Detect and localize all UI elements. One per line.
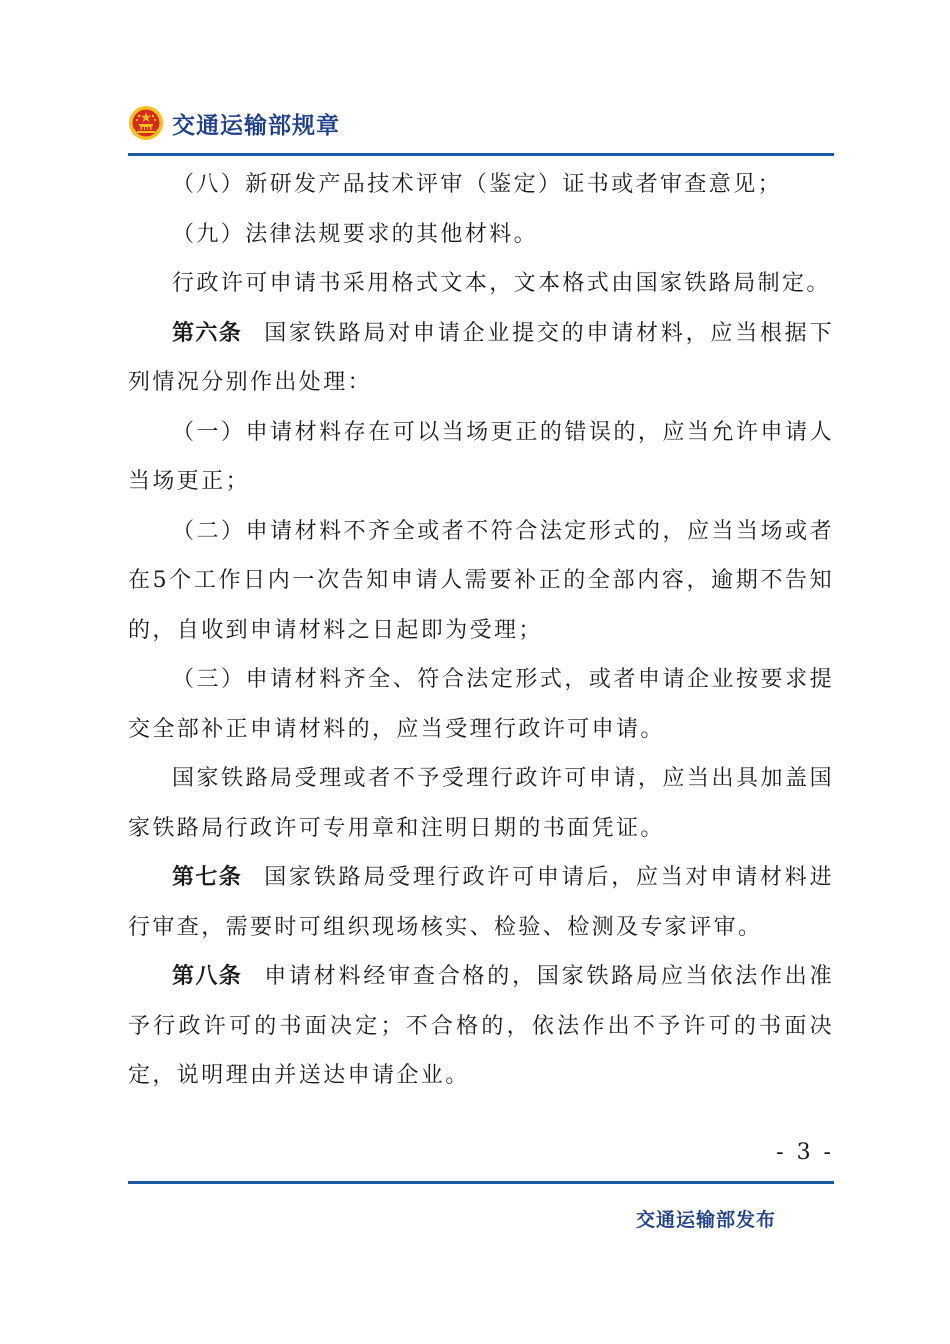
paragraph (128, 754, 834, 853)
paragraph (128, 210, 834, 260)
paragraph-text: 国家铁路局对申请企业提交的申请材料，应当根据下列情况分别作出处理： (128, 320, 834, 395)
paragraph (128, 655, 834, 754)
article-paragraph (128, 952, 834, 1101)
page-header (128, 100, 340, 146)
paragraph-text: 行政许可申请书采用格式文本，文本格式由国家铁路局制定。 (172, 271, 831, 296)
article-number: 第六条 (172, 320, 243, 346)
regulation-body (128, 160, 834, 1101)
paragraph (128, 507, 834, 656)
footer-divider (128, 1181, 834, 1184)
article-paragraph (128, 309, 834, 408)
paragraph-text: （三）申请材料齐全、符合法定形式，或者申请企业按要求提交全部补正申请材料的，应当受理行政许可申请。 (128, 667, 834, 742)
footer-publisher: 交通运输部发布 (635, 1209, 776, 1231)
paragraph-text: （八）新研发产品技术评审（鉴定）证书或者审查意见； (172, 172, 783, 197)
paragraph-text: （二）申请材料不齐全或者不符合法定形式的，应当当场或者在5个工作日内一次告知申请人需要补正的全部内容，逾期不告知的，自收到申请材料之日起即为受理； (128, 518, 834, 643)
header-title: 交通运输部规章 (172, 112, 340, 139)
article-number: 第七条 (172, 865, 243, 890)
national-emblem-icon (128, 105, 164, 141)
paragraph (128, 160, 834, 210)
paragraph-text: 国家铁路局受理行政许可申请后，应当对申请材料进行审查，需要时可组织现场核实、检验、检测及专家评审。 (128, 865, 834, 940)
paragraph (128, 408, 834, 507)
paragraph-text: （一）申请材料存在可以当场更正的错误的，应当允许申请人当场更正； (128, 419, 834, 494)
paragraph-text: （九）法律法规要求的其他材料。 (172, 221, 539, 247)
header-divider (128, 153, 834, 156)
paragraph (128, 259, 834, 309)
page-number: - 3 - (776, 1140, 834, 1165)
article-paragraph (128, 853, 834, 952)
article-number: 第八条 (172, 964, 243, 989)
paragraph-text: 国家铁路局受理或者不予受理行政许可申请，应当出具加盖国家铁路局行政许可专用章和注明日期的书面凭证。 (128, 766, 834, 841)
paragraph-text: 申请材料经审查合格的，国家铁路局应当依法作出准予行政许可的书面决定；不合格的，依法作出不予许可的书面决定，说明理由并送达申请企业。 (128, 964, 834, 1088)
